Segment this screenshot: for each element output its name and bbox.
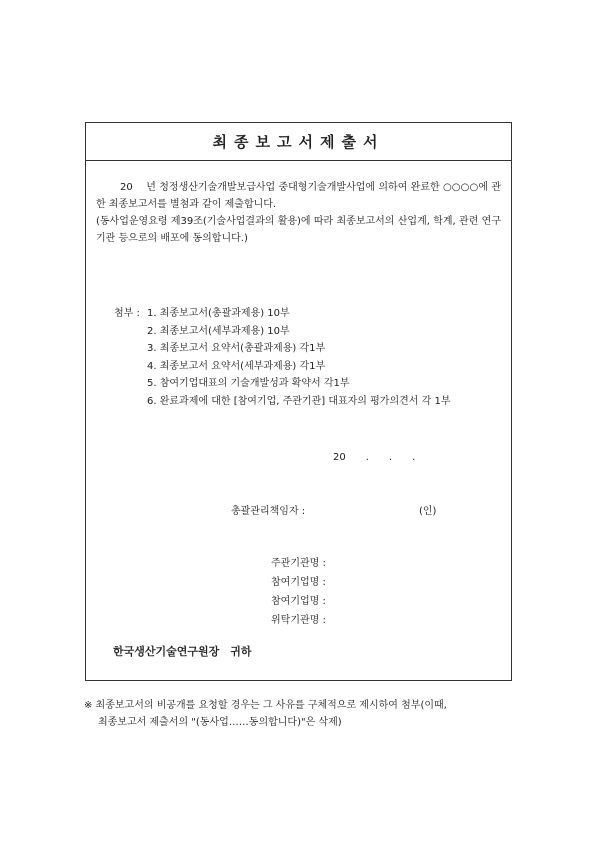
lead-institution-label: 주관기관명 : xyxy=(271,558,326,569)
attachment-item-4: 4. 최종보고서 요약서(세부과제용) 각1부 xyxy=(147,360,326,372)
footnote-line-1: ※ 최종보고서의 비공개를 요청할 경우는 그 사유를 구체적으로 제시하여 첨부(이때, xyxy=(84,700,447,711)
attachment-list xyxy=(114,305,450,410)
footnote xyxy=(84,697,514,731)
manager-seal: (인) xyxy=(419,506,437,517)
footnote-line-2: 최종보고서 제출서의 "(동사업……동의합니다)"은 삭제) xyxy=(98,717,342,728)
body-paragraph-1: 20 년 청정생산기술개발보급사업 중대형기술개발사업에 의하여 완료한 ○○○○에 관한 최종보고서를 별첨과 같이 제출합니다. xyxy=(96,182,501,210)
attachment-item-6: 6. 완료과제에 대한 [참여기업, 주관기관] 대표자의 평가의견서 각 1부 xyxy=(147,395,451,407)
contracted-institution-label: 위탁기관명 : xyxy=(271,615,326,626)
manager-label: 총괄관리책임자 : xyxy=(231,506,306,517)
organization-list xyxy=(271,554,326,630)
body-paragraph-2: (동사업운영요령 제39조(기술사업결과의 활용)에 따라 최종보고서의 산업계, 학계, 관련 연구기관 등으로의 배포에 동의합니다.) xyxy=(96,216,501,244)
body-text xyxy=(96,179,501,247)
recipient-line: 한국생산기술연구원장 귀하 xyxy=(113,645,252,658)
participating-company-label-1: 참여기업명 : xyxy=(271,577,326,588)
report-form xyxy=(85,122,512,681)
attachment-item-5: 5. 참여기업대표의 기술개발성과 확약서 각1부 xyxy=(147,378,350,389)
attachment-item-3: 3. 최종보고서 요약서(총괄과제용) 각1부 xyxy=(147,343,326,354)
submission-date: 20 . . . xyxy=(333,452,416,463)
attachment-item-1: 1. 최종보고서(총괄과제용) 10부 xyxy=(147,308,290,319)
title-row xyxy=(86,123,511,161)
attachment-item-2: 2. 최종보고서(세부과제용) 10부 xyxy=(147,325,290,337)
attachment-label: 첨부 : xyxy=(114,308,140,319)
participating-company-label-2: 참여기업명 : xyxy=(271,596,326,607)
document-title: 최종보고서제출서 xyxy=(212,133,385,151)
